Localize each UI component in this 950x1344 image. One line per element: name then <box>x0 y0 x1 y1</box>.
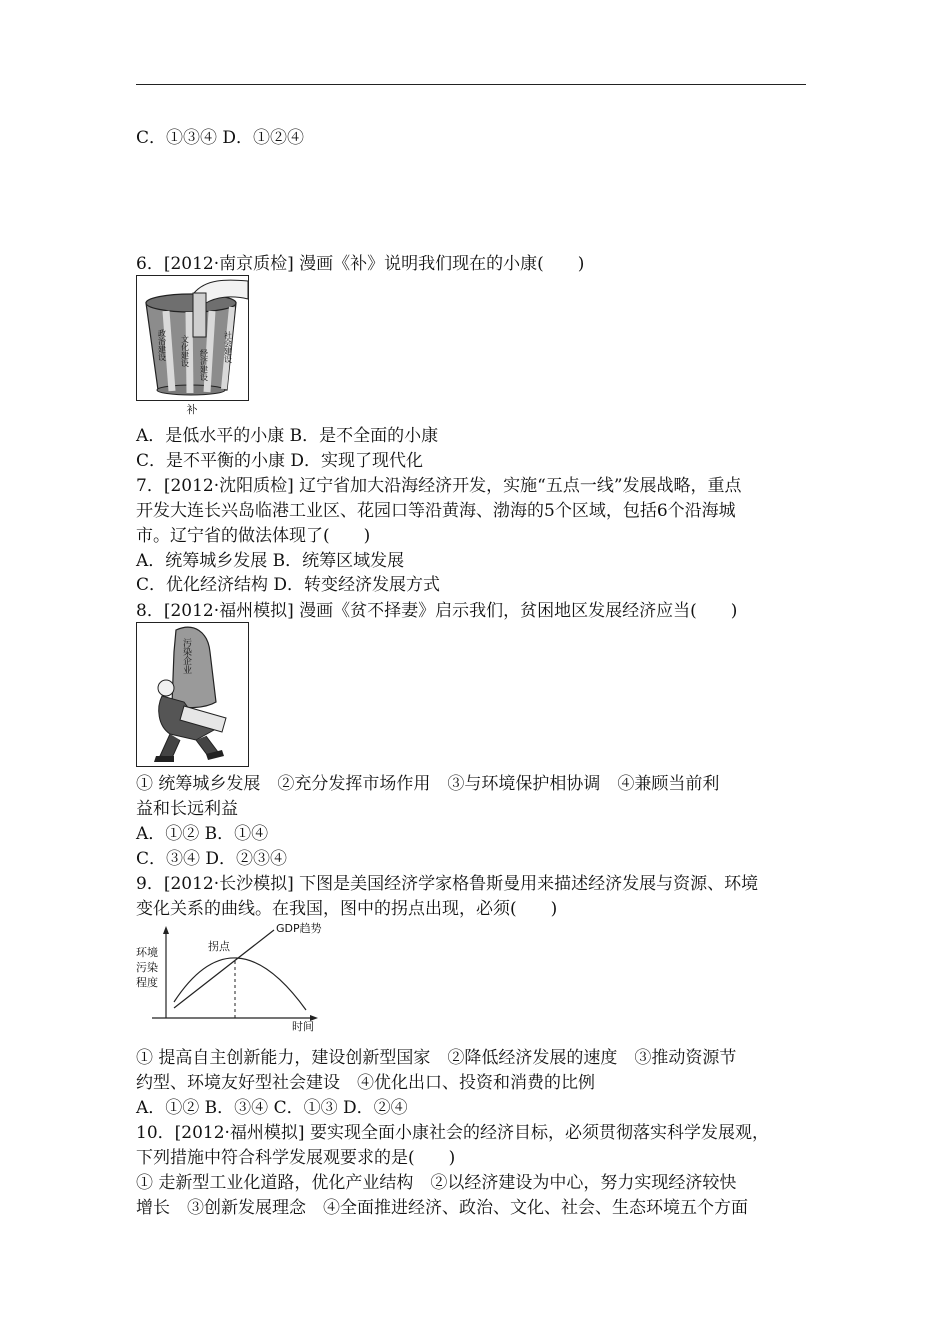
q8-options-line1: A．①② B．①④ <box>136 824 269 844</box>
q8-cartoon <box>136 622 250 768</box>
q7-line3: 市。辽宁省的做法体现了( ) <box>136 526 371 546</box>
q9-y-label-line: 程度 <box>136 976 158 989</box>
q10-line2: 下列措施中符合科学发展观要求的是( ) <box>136 1148 456 1168</box>
q7-line1: 7．[2012·沈阳质检] 辽宁省加大沿海经济开发，实施“五点一线”发展战略，重点 <box>136 476 742 496</box>
q6-options-line1: A．是低水平的小康 B．是不全面的小康 <box>136 426 439 446</box>
q6-question: 6．[2012·南京质检] 漫画《补》说明我们现在的小康( ) <box>136 254 585 274</box>
q10-line1: 10．[2012·福州模拟] 要实现全面小康社会的经济目标，必须贯彻落实科学发展观， <box>136 1123 769 1143</box>
q9-line2: 变化关系的曲线。在我国，图中的拐点出现，必须( ) <box>136 899 558 919</box>
top-choices: C．①③④ D．①②④ <box>136 128 305 148</box>
q9-options: A．①② B．③④ C．①③ D．②④ <box>136 1098 408 1118</box>
q8-veil-text: 污染企业 <box>181 638 191 674</box>
q9-y-label-line: 环境 <box>136 946 158 959</box>
q10-statements-line2: 增长 ③创新发展理念 ④全面推进经济、政治、文化、社会、生态环境五个方面 <box>136 1198 748 1218</box>
q9-line-label: GDP趋势 <box>276 922 322 935</box>
header-rule <box>136 84 806 85</box>
q9-figure <box>134 920 354 1032</box>
q6-cartoon-caption: 补 <box>186 403 198 416</box>
q9-x-label: 时间 <box>292 1020 314 1032</box>
q6-bucket-label: 文化建设 <box>180 335 190 367</box>
q9-statements-line1: ① 提高自主创新能力，建设创新型国家 ②降低经济发展的速度 ③推动资源节 <box>136 1048 737 1068</box>
q6-options-line2: C．是不平衡的小康 D．实现了现代化 <box>136 451 424 471</box>
q9-point-label: 拐点 <box>208 940 230 953</box>
q6-bucket-label: 社会建设 <box>223 331 233 363</box>
q6-bucket-label: 经济建设 <box>199 349 209 381</box>
q8-statements-line2: 益和长远利益 <box>136 799 238 819</box>
q6-cartoon <box>136 275 252 417</box>
q9-statements-line2: 约型、环境友好型社会建设 ④优化出口、投资和消费的比例 <box>136 1073 595 1093</box>
q9-line1: 9．[2012·长沙模拟] 下图是美国经济学家格鲁斯曼用来描述经济发展与资源、环境 <box>136 874 759 894</box>
q8-question: 8．[2012·福州模拟] 漫画《贫不择妻》启示我们，贫困地区发展经济应当( ) <box>136 601 738 621</box>
q6-bucket-label: 政治建设 <box>157 329 167 361</box>
q7-line2: 开发大连长兴岛临港工业区、花园口等沿黄海、渤海的5个区域，包括6个沿海城 <box>136 501 736 521</box>
q9-y-label-line: 污染 <box>136 961 158 974</box>
q7-options-line1: A．统筹城乡发展 B．统筹区域发展 <box>136 551 405 571</box>
q9-curve <box>174 958 306 1010</box>
q8-statements-line1: ① 统筹城乡发展 ②充分发挥市场作用 ③与环境保护相协调 ④兼顾当前利 <box>136 774 720 794</box>
q8-options-line2: C．③④ D．②③④ <box>136 849 288 869</box>
q10-statements-line1: ① 走新型工业化道路，优化产业结构 ②以经济建设为中心，努力实现经济较快 <box>136 1173 737 1193</box>
q7-options-line2: C．优化经济结构 D．转变经济发展方式 <box>136 575 441 595</box>
